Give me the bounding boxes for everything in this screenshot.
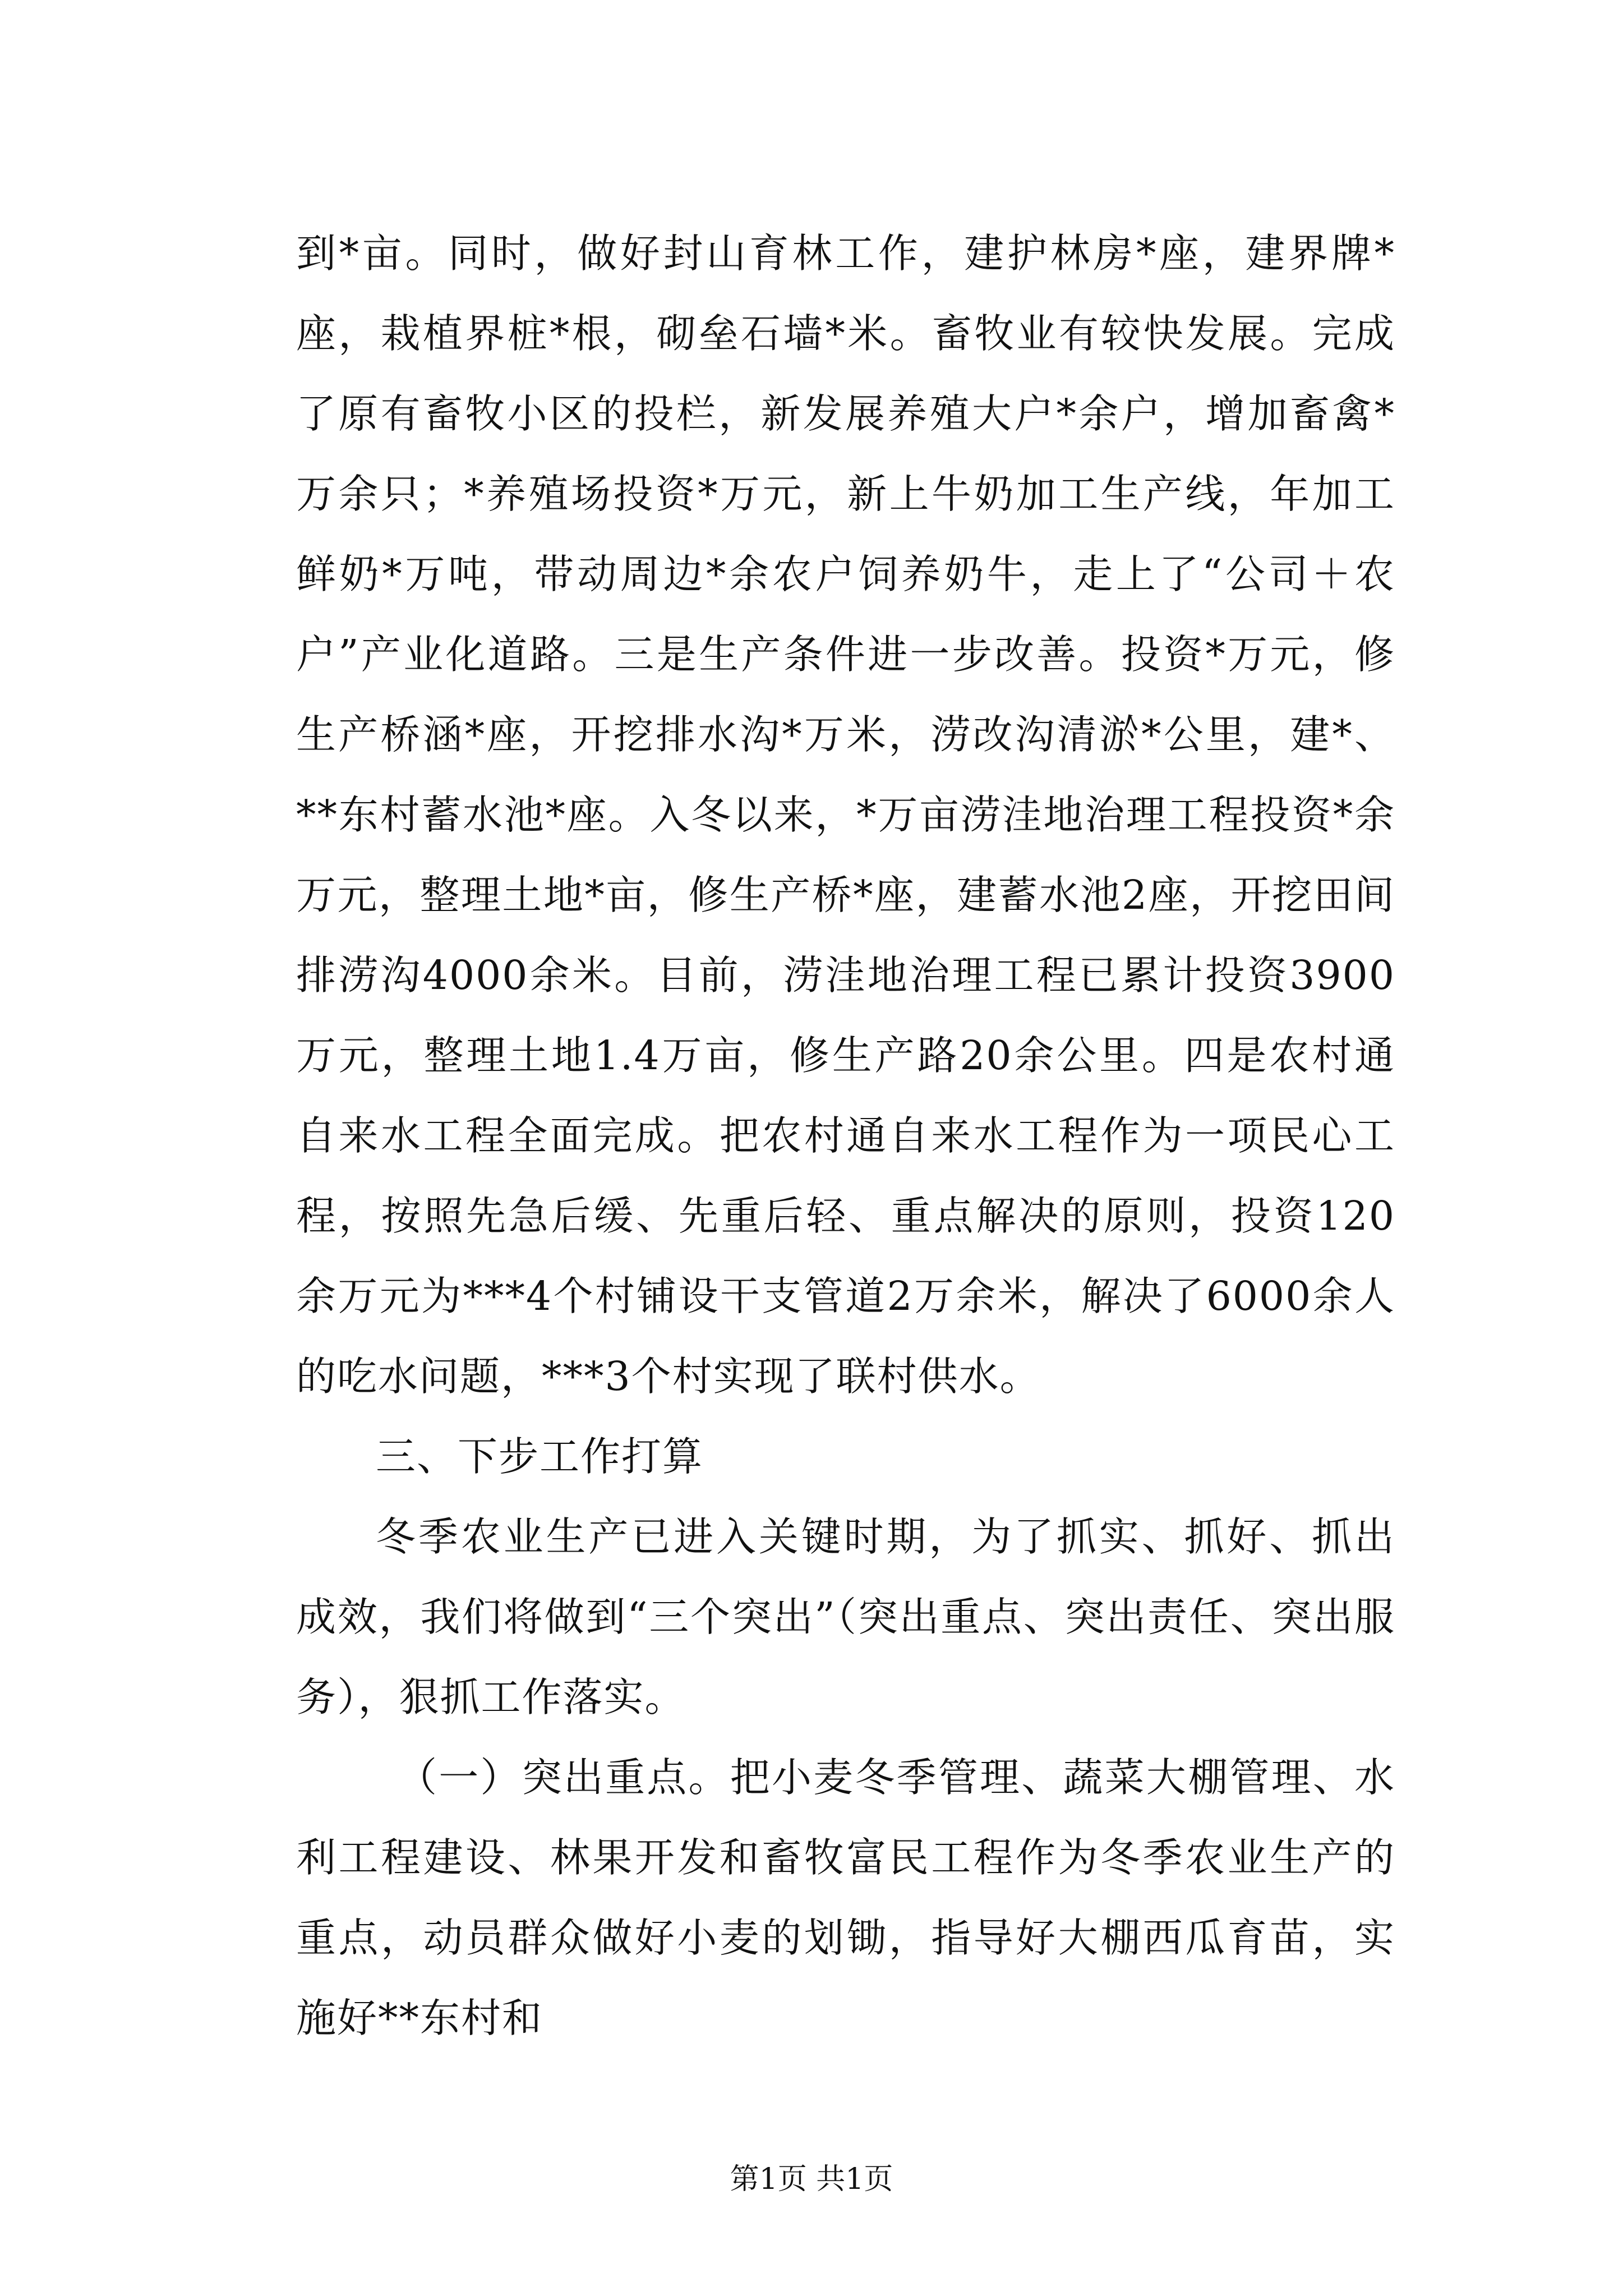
- paragraph-subsection-one: （一）突出重点。把小麦冬季管理、蔬菜大棚管理、水利工程建设、林果开发和畜牧富民工程作为冬季农业生产的重点，动员群众做好小麦的划锄，指导好大棚西瓜育苗，实施好**东村和: [296, 1754, 1395, 2041]
- paragraph-continuation: 到*亩。同时，做好封山育林工作，建护林房*座，建界牌*座，栽植界桩*根，砌垒石墙*米。畜牧业有较快发展。完成了原有畜牧小区的投栏，新发展养殖大户*余户，增加畜禽*万余只；*养殖场投资*万元，新上牛奶加工生产线，年加工鲜奶*万吨，带动周边*余农户饲养奶牛，走上了“公司＋农户”产业化道路。三是生产条件进一步改善。投资*万元，修生产桥涵*座，开挖排水沟*万米，涝改沟清淤*公里，建*、**东村蓄水池*座。入冬以来，*万亩涝洼地治理工程投资*余万元，整理土地*亩，修生产桥*座，建蓄水池2座，开挖田间排涝沟4000余米。目前，涝洼地治理工程已累计投资3900万元，整理土地1.4万亩，修生产路20余公里。四是农村通自来水工程全面完成。把农村通自来水工程作为一项民心工程，按照先急后缓、先重后轻、重点解决的原则，投资120余万元为***4个村铺设干支管道2万余米，解决了6000余人的吃水问题，***3个村实现了联村供水。: [296, 230, 1395, 1400]
- section-heading: 三、下步工作打算: [376, 1433, 704, 1480]
- page-footer: 第1页 共1页: [730, 2162, 893, 2196]
- paragraph-intro: 冬季农业生产已进入关键时期，为了抓实、抓好、抓出成效，我们将做到“三个突出”（突出重点、突出责任、突出服务），狠抓工作落实。: [296, 1513, 1395, 1720]
- document-body: [296, 213, 1395, 2058]
